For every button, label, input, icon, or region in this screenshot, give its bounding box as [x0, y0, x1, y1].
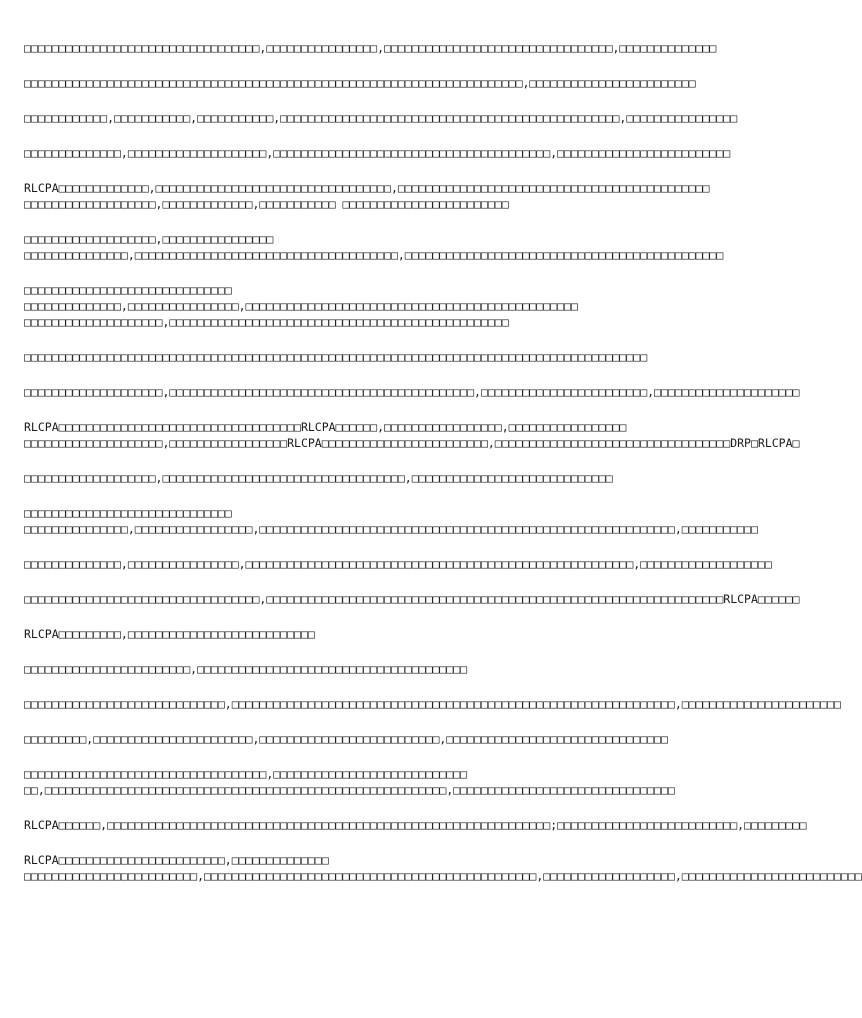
- text-line: RLCPA□□□□□□□□□,□□□□□□□□□□□□□□□□□□□□□□□□□□□: [24, 627, 315, 641]
- paragraph: [24, 110, 738, 126]
- text-line: □□□□□□□□□□□□□□□□□□□□□□□□□□□□□□: [24, 283, 232, 297]
- paragraph: [24, 661, 696, 677]
- paragraph: [24, 626, 696, 642]
- text-line: RLCPA□□□□□□□□□□□□□□□□□□□□□□□□□□□□□□□□□□□RLCPA□□□□□□,□□□□□□□□□□□□□□□□□,□□□□□□□□□□□□□□□□□: [24, 420, 627, 434]
- paragraph: [24, 470, 696, 486]
- text-line: □□□□□□□□□□□□□□,□□□□□□□□□□□□□□□□,□□□□□□□□□□□□□□□□□□□□□□□□□□□□□□□□□□□□□□□□□□□□□□□□: [24, 299, 578, 313]
- text-line: □□□□□□□□□□□□□□□□□□□,□□□□□□□□□□□□□□□□□□□□□□□□□□□□□□□□□□□,□□□□□□□□□□□□□□□□□□□□□□□□□□□□□: [24, 471, 613, 485]
- text-line: □□□□□□□□□□□□□□,□□□□□□□□□□□□□□□□,□□□□□□□□□□□□□□□□□□□□□□□□□□□□□□□□□□□□□□□□□□□□□□□□□□□□□□□□,□□□□□□□□□□□□□□□□□□□: [24, 557, 772, 571]
- text-line: □□□□□□□□□□□□□□□,□□□□□□□□□□□□□□□□□,□□□□□□□□□□□□□□□□□□□□□□□□□□□□□□□□□□□□□□□□□□□□□□□□□□□□□□□□□□□□,□□□□□□□□□□□: [24, 522, 758, 536]
- paragraph: [24, 419, 800, 451]
- text-line: □□□□□□□□□□□□□□□□□□□□□□□□□,□□□□□□□□□□□□□□□□□□□□□□□□□□□□□□□□□□□□□□□□□□□□□□□□,□□□□□□□□□□□□□□□□□□□,□□□□□□□□□□□□□□□□□□□□□□□□□□: [24, 869, 862, 883]
- paragraph: [24, 556, 772, 572]
- text-line: □□□□□□□□□□□□□□□□□□□□□□□□□□□□□□: [24, 506, 232, 520]
- paragraph: [24, 180, 710, 212]
- text-line: □□□□□□□□□□□□,□□□□□□□□□□□,□□□□□□□□□□□,□□□□□□□□□□□□□□□□□□□□□□□□□□□□□□□□□□□□□□□□□□□□□□□□□,□□□□□□□□□□□□□□□□: [24, 111, 738, 125]
- text-line: RLCPA□□□□□□,□□□□□□□□□□□□□□□□□□□□□□□□□□□□□□□□□□□□□□□□□□□□□□□□□□□□□□□□□□□□□□□□;□□□□□□□□□□□□□□□□□□□□□□□□□□,□□□□□□□□□: [24, 818, 807, 832]
- text-line: □□,□□□□□□□□□□□□□□□□□□□□□□□□□□□□□□□□□□□□□□□□□□□□□□□□□□□□□□□□□□,□□□□□□□□□□□□□□□□□□□□□□□□□□□□□□□□: [24, 783, 675, 797]
- text-line: □□□□□□□□□□□□□□□□□□□□□□□□□□□□□,□□□□□□□□□□□□□□□□□□□□□□□□□□□□□□□□□□□□□□□□□□□□□□□□□□□□□□□□□□□□□□□□,□□□□□□□□□□□□□□□□□□□□□□□: [24, 697, 841, 711]
- paragraph: [24, 145, 731, 161]
- text-line: □□□□□□□□□□□□□□□□□□□□□□□□□□□□□□□□□□,□□□□□□□□□□□□□□□□□□□□□□□□□□□□□□□□□□□□□□□□□□□□□□□□□□□□□□□□□□□□□□□□□□RLCPA□□□□□□: [24, 592, 800, 606]
- paragraph: [24, 731, 696, 747]
- paragraph: [24, 384, 800, 400]
- paragraph: [24, 349, 696, 365]
- text-line: □□□□□□□□□□□□□□□□□□□□□□□□□□□□□□□□□□,□□□□□□□□□□□□□□□□,□□□□□□□□□□□□□□□□□□□□□□□□□□□□□□□□□,□□□□□□□□□□□□□□: [24, 41, 717, 55]
- text-line: □□□□□□□□□□□□□□□□□□□□□□□□□□□□□□□□□□□,□□□□□□□□□□□□□□□□□□□□□□□□□□□□: [24, 767, 468, 781]
- paragraph: [24, 852, 862, 884]
- paragraph: [24, 75, 696, 91]
- paragraph: [24, 696, 841, 712]
- text-line: □□□□□□□□□□□□□□□□□□□□□□□□,□□□□□□□□□□□□□□□□□□□□□□□□□□□□□□□□□□□□□□□: [24, 662, 468, 676]
- paragraph: [24, 231, 724, 263]
- text-line: □□□□□□□□□□□□□□□□□□□□,□□□□□□□□□□□□□□□□□□□□□□□□□□□□□□□□□□□□□□□□□□□□,□□□□□□□□□□□□□□□□□□□□□□□□,□□□□□□□□□□□□□□□□□□□□□: [24, 385, 800, 399]
- text-line: □□□□□□□□□□□□□□□□□□□□,□□□□□□□□□□□□□□□□□□□□□□□□□□□□□□□□□□□□□□□□□□□□□□□□□: [24, 315, 509, 329]
- text-line: □□□□□□□□□□□□□□□□□□□□,□□□□□□□□□□□□□□□□□RLCPA□□□□□□□□□□□□□□□□□□□□□□□□,□□□□□□□□□□□□□□□□□□□□□□□□□□□□□□□□□□DRP□RLCPA□: [24, 436, 800, 450]
- text-line: RLCPA□□□□□□□□□□□□□,□□□□□□□□□□□□□□□□□□□□□□□□□□□□□□□□□□,□□□□□□□□□□□□□□□□□□□□□□□□□□□□□□□□□□□□□□□□□□□□□: [24, 181, 710, 195]
- text-line: □□□□□□□□□□□□□□□□□□□,□□□□□□□□□□□□□,□□□□□□□□□□□ □□□□□□□□□□□□□□□□□□□□□□□□: [24, 197, 509, 211]
- paragraph: [24, 40, 717, 56]
- paragraph: [24, 591, 800, 607]
- text-line: □□□□□□□□□□□□□□□□□□□,□□□□□□□□□□□□□□□□: [24, 232, 274, 246]
- text-line: □□□□□□□□□,□□□□□□□□□□□□□□□□□□□□□□□,□□□□□□□□□□□□□□□□□□□□□□□□□□,□□□□□□□□□□□□□□□□□□□□□□□□□□□□□□□□: [24, 732, 668, 746]
- text-line: □□□□□□□□□□□□□□□□□□□□□□□□□□□□□□□□□□□□□□□□□□□□□□□□□□□□□□□□□□□□□□□□□□□□□□□□□□□□□□□□□□□□□□□□□□: [24, 350, 648, 364]
- document-body: [24, 40, 862, 1000]
- text-line: □□□□□□□□□□□□□□□□□□□□□□□□□□□□□□□□□□□□□□□□□□□□□□□□□□□□□□□□□□□□□□□□□□□□□□□□,□□□□□□□□□□□□□□□□□□□□□□□□: [24, 76, 696, 90]
- paragraph: [24, 817, 807, 833]
- paragraph: [24, 505, 758, 537]
- text-line: □□□□□□□□□□□□□□,□□□□□□□□□□□□□□□□□□□□,□□□□□□□□□□□□□□□□□□□□□□□□□□□□□□□□□□□□□□□□,□□□□□□□□□□□□□□□□□□□□□□□□□: [24, 146, 731, 160]
- text-line: □□□□□□□□□□□□□□□,□□□□□□□□□□□□□□□□□□□□□□□□□□□□□□□□□□□□□□,□□□□□□□□□□□□□□□□□□□□□□□□□□□□□□□□□□□□□□□□□□□□□□: [24, 248, 724, 262]
- paragraph: [24, 766, 696, 798]
- text-line: RLCPA□□□□□□□□□□□□□□□□□□□□□□□□,□□□□□□□□□□□□□□: [24, 853, 329, 867]
- paragraph: [24, 282, 696, 330]
